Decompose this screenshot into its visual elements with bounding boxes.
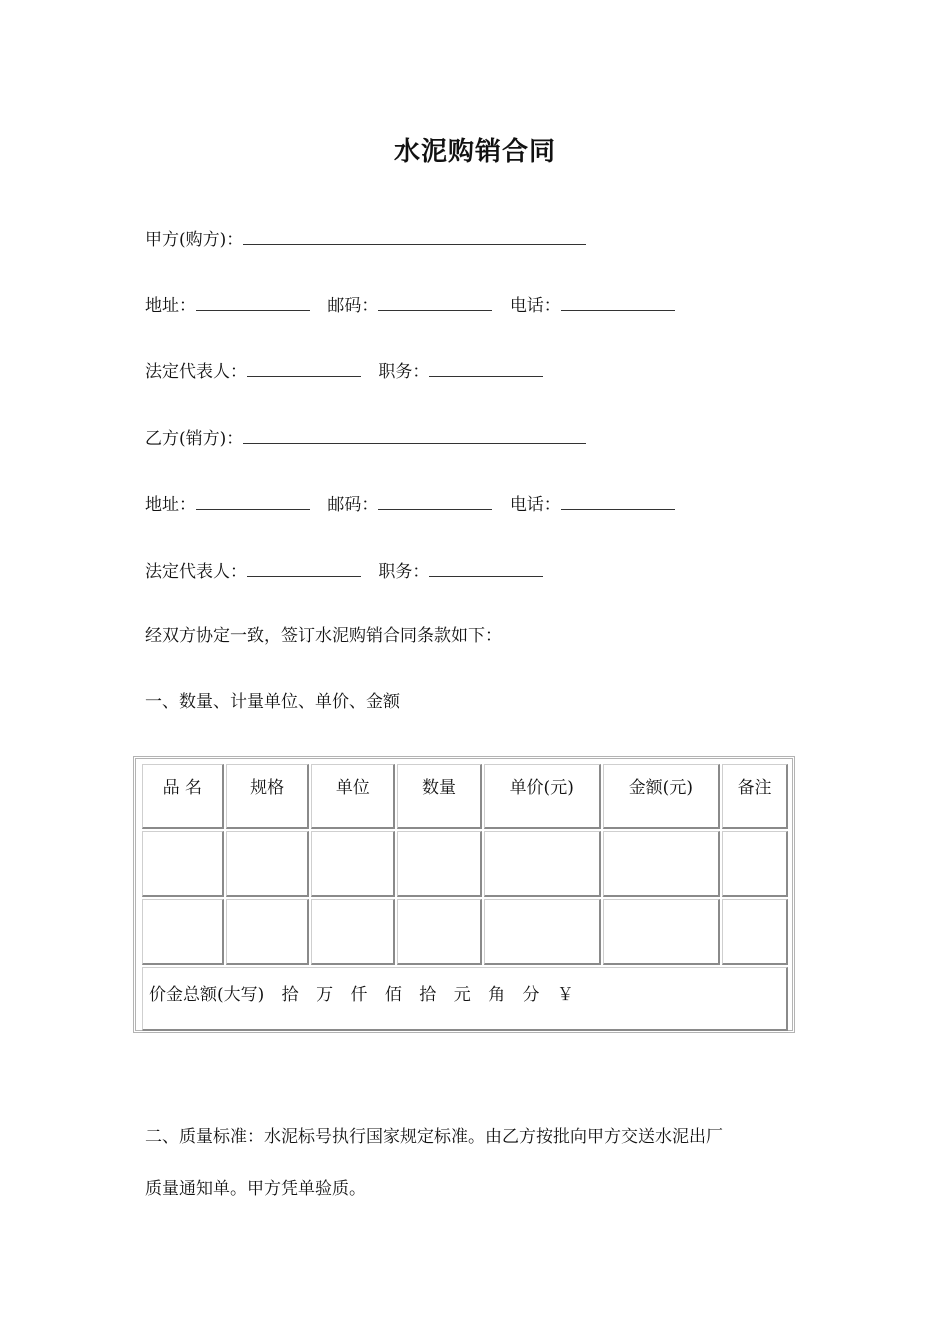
table-cell[interactable] <box>484 899 601 965</box>
party-b-postcode-blank[interactable] <box>378 491 492 510</box>
party-b-address-label: 地址： <box>145 495 196 515</box>
party-b-label: 乙方(销方)： <box>145 429 244 449</box>
party-a-contact-line <box>145 292 687 318</box>
party-b-rep-label: 法定代表人： <box>145 562 247 582</box>
table-cell[interactable] <box>484 831 601 897</box>
party-b-line <box>145 425 598 451</box>
total-cell[interactable] <box>142 967 788 1031</box>
party-a-line <box>145 226 598 252</box>
party-b-phone-label: 电话： <box>509 495 561 515</box>
price-table <box>140 762 790 1033</box>
party-a-postcode-label: 邮码： <box>327 296 379 316</box>
party-b-name-blank[interactable] <box>243 425 586 444</box>
table-row <box>142 831 788 897</box>
party-a-address-label: 地址： <box>145 296 196 316</box>
party-a-phone-blank[interactable] <box>561 292 675 311</box>
table-cell[interactable] <box>311 831 395 897</box>
header-cell-spec: 规格 <box>226 764 310 829</box>
section-2-line-2: 质量通知单。甲方凭单验质。 <box>145 1179 366 1199</box>
total-row <box>142 967 788 1031</box>
party-b-contact-line <box>145 491 687 517</box>
intro-text: 经双方协定一致，签订水泥购销合同条款如下： <box>145 626 502 646</box>
yuan-symbol: ￥ <box>556 985 574 1005</box>
price-table-frame <box>133 756 795 1033</box>
section-2-line-1: 二、质量标准：水泥标号执行国家规定标准。由乙方按批向甲方交送水泥出厂 <box>145 1127 723 1147</box>
total-unit: 佰 <box>384 985 402 1005</box>
table-header-row <box>142 764 788 829</box>
header-cell-quantity: 数量 <box>397 764 482 829</box>
total-unit: 拾 <box>281 985 299 1005</box>
header-cell-name: 品 名 <box>142 764 224 829</box>
header-cell-unit: 单位 <box>311 764 395 829</box>
party-a-phone-label: 电话： <box>509 296 561 316</box>
table-cell[interactable] <box>603 899 721 965</box>
table-cell[interactable] <box>311 899 395 965</box>
party-b-position-blank[interactable] <box>429 558 543 577</box>
party-b-rep-line <box>145 558 555 584</box>
table-cell[interactable] <box>722 899 788 965</box>
party-a-rep-line <box>145 358 555 384</box>
party-a-postcode-blank[interactable] <box>378 292 492 311</box>
party-a-name-blank[interactable] <box>243 226 586 245</box>
total-label: 价金总额(大写) <box>149 985 265 1005</box>
document-title: 水泥购销合同 <box>393 137 556 167</box>
party-a-rep-blank[interactable] <box>247 358 361 377</box>
party-a-rep-label: 法定代表人： <box>145 362 247 382</box>
total-unit: 分 <box>522 985 540 1005</box>
party-b-address-blank[interactable] <box>196 491 310 510</box>
total-unit: 万 <box>316 985 334 1005</box>
total-unit: 拾 <box>419 985 437 1005</box>
section-1-heading: 一、数量、计量单位、单价、金额 <box>145 692 400 712</box>
header-cell-remark: 备注 <box>722 764 788 829</box>
table-cell[interactable] <box>226 831 310 897</box>
party-b-postcode-label: 邮码： <box>327 495 379 515</box>
header-cell-unit-price: 单价(元) <box>484 764 601 829</box>
table-row <box>142 899 788 965</box>
table-cell[interactable] <box>142 831 224 897</box>
party-b-rep-blank[interactable] <box>247 558 361 577</box>
table-cell[interactable] <box>603 831 721 897</box>
table-cell[interactable] <box>397 899 482 965</box>
table-cell[interactable] <box>226 899 310 965</box>
table-cell[interactable] <box>722 831 788 897</box>
header-cell-amount: 金额(元) <box>603 764 721 829</box>
table-cell[interactable] <box>142 899 224 965</box>
total-unit: 角 <box>488 985 506 1005</box>
party-b-phone-blank[interactable] <box>561 491 675 510</box>
party-b-position-label: 职务： <box>378 562 430 582</box>
party-a-label: 甲方(购方)： <box>145 230 244 250</box>
total-unit: 元 <box>453 985 471 1005</box>
party-a-position-label: 职务： <box>378 362 430 382</box>
party-a-address-blank[interactable] <box>196 292 310 311</box>
total-unit: 仟 <box>350 985 368 1005</box>
table-cell[interactable] <box>397 831 482 897</box>
party-a-position-blank[interactable] <box>429 358 543 377</box>
